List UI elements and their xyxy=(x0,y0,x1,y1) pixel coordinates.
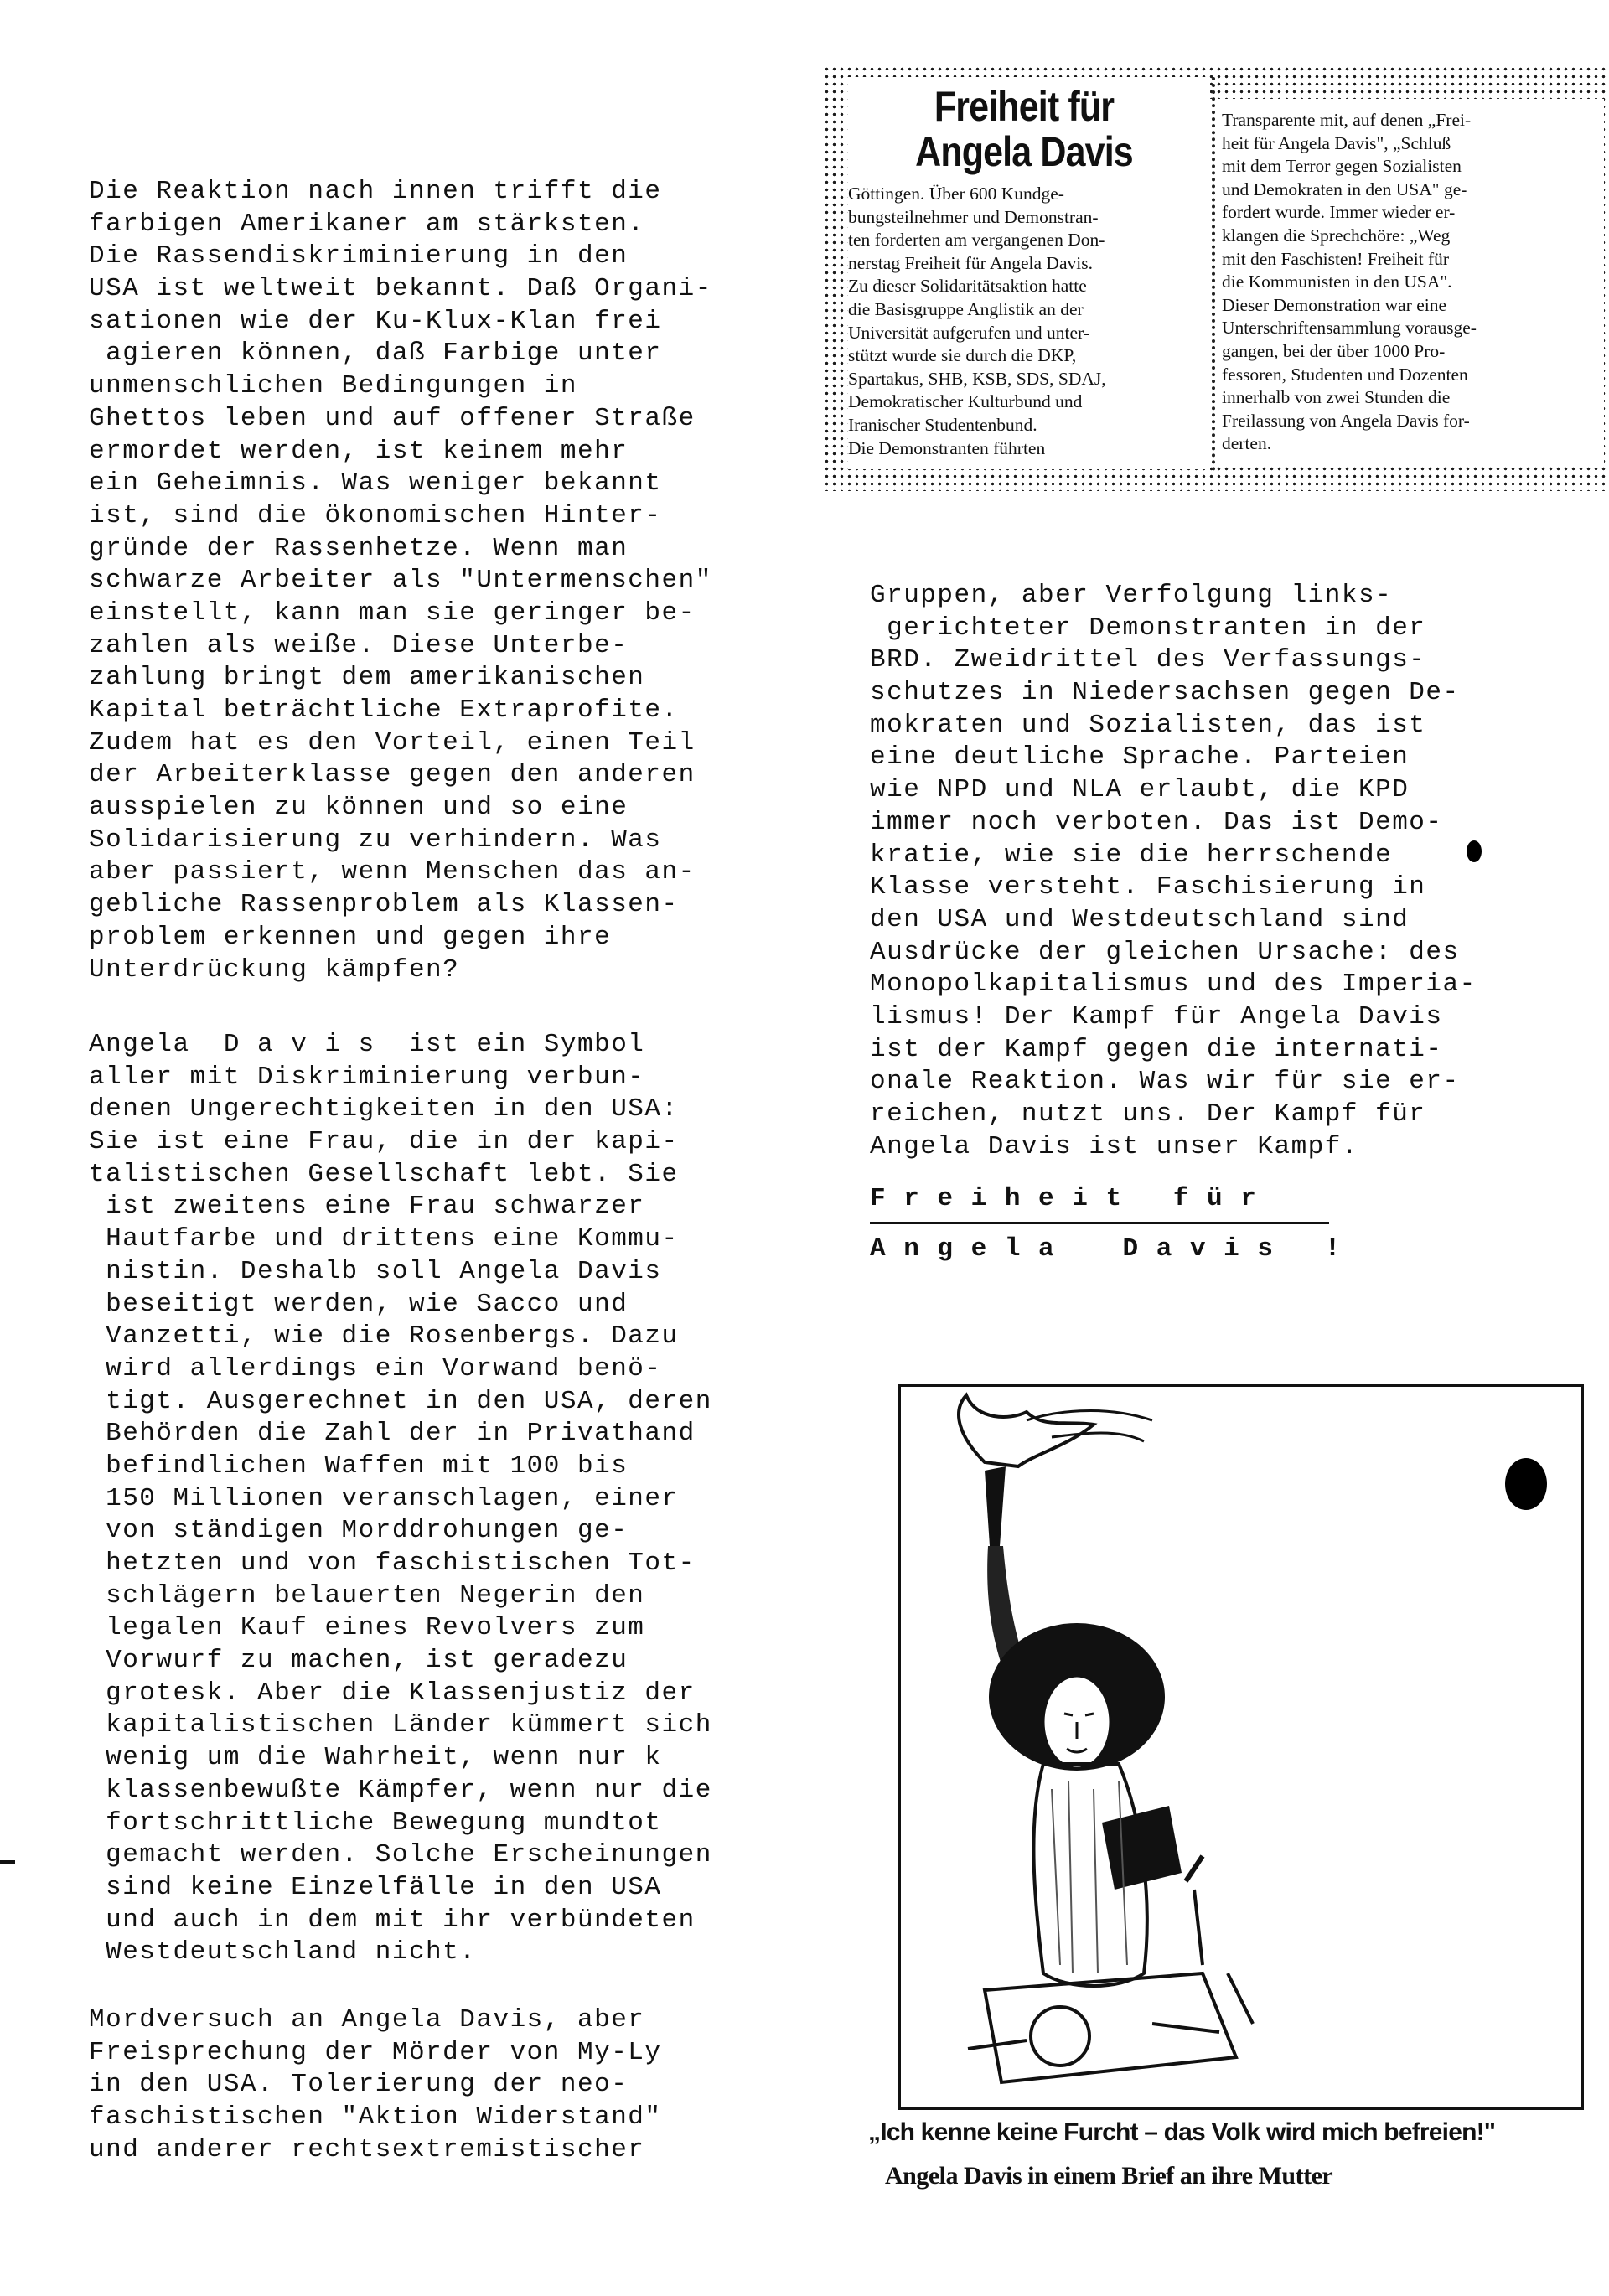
clipping-column-1-line: nerstag Freiheit für Angela Davis. xyxy=(848,252,1093,273)
left-paragraph-1-line: Ghettos leben und auf offener Straße xyxy=(89,403,696,433)
left-paragraph-1-line: ermordet werden, ist keinem mehr xyxy=(89,436,629,466)
left-paragraph-2-line: tigt. Ausgerechnet in den USA, deren xyxy=(89,1386,712,1416)
left-paragraph-1-line: zahlung bringt dem amerikanischen xyxy=(89,663,645,693)
left-paragraph-2-line: befindlichen Waffen mit 100 bis xyxy=(89,1451,629,1481)
right-paragraph-line: den USA und Westdeutschland sind xyxy=(870,904,1410,934)
illustration-caption-quote: „Ich kenne keine Furcht – das Volk wird mich befreien!" xyxy=(868,2118,1496,2146)
left-paragraph-2-line: grotesk. Aber die Klassenjustiz der xyxy=(89,1678,696,1708)
punch-hole xyxy=(1505,1458,1547,1510)
left-paragraph-2-line: Vanzetti, wie die Rosenbergs. Dazu xyxy=(89,1321,679,1352)
left-paragraph-3 xyxy=(89,2004,662,2166)
left-paragraph-2-line: wird allerdings ein Vorwand benö- xyxy=(89,1353,662,1383)
clipping-column-2-line: innerhalb von zwei Stunden die xyxy=(1222,387,1451,408)
left-paragraph-1-line: der Arbeiterklasse gegen den anderen xyxy=(89,760,696,790)
left-paragraph-1-line: ist, sind die ökonomischen Hinter- xyxy=(89,500,662,530)
left-paragraph-1-line: Solidarisierung zu verhindern. Was xyxy=(89,825,662,855)
right-paragraph-line: lismus! Der Kampf für Angela Davis xyxy=(870,1001,1443,1032)
left-paragraph-2-line: denen Ungerechtigkeiten in den USA: xyxy=(89,1094,679,1125)
right-paragraph-line: eine deutliche Sprache. Parteien xyxy=(870,742,1410,773)
left-paragraph-1-line: problem erkennen und gegen ihre xyxy=(89,922,612,952)
clipping-column-2-line: klangen die Sprechchöre: „Weg xyxy=(1222,225,1451,246)
clipping-column-2-line: gangen, bei der über 1000 Pro- xyxy=(1222,340,1446,361)
right-paragraph-line: wie NPD und NLA erlaubt, die KPD xyxy=(870,775,1410,805)
left-paragraph-2-line: Angela D a v i s ist ein Symbol xyxy=(89,1030,645,1059)
left-paragraph-1-line: unmenschlichen Bedingungen in xyxy=(89,371,577,401)
left-paragraph-1-line: Die Rassendiskriminierung in den xyxy=(89,241,629,271)
left-paragraph-2-line: von ständigen Morddrohungen ge- xyxy=(89,1516,629,1546)
newspaper-clipping xyxy=(823,65,1609,491)
clipping-column-2-line: mit dem Terror gegen Sozialisten xyxy=(1222,156,1462,177)
left-paragraph-2 xyxy=(89,1029,712,1969)
left-paragraph-2-line: nistin. Deshalb soll Angela Davis xyxy=(89,1256,662,1286)
clipping-column-1 xyxy=(848,183,1106,460)
left-paragraph-1-line: aber passiert, wenn Menschen das an- xyxy=(89,857,696,887)
left-paragraph-1-line: agieren können, daß Farbige unter xyxy=(89,339,662,369)
slogan-divider xyxy=(870,1222,1329,1224)
clipping-column-2-line: Transparente mit, auf denen „Frei- xyxy=(1222,110,1472,130)
slogan-line-2: A n g e l a D a v i s ! xyxy=(870,1234,1342,1264)
clipping-column-1-line: bungsteilnehmer und Demonstran- xyxy=(848,206,1099,227)
right-paragraph-line: reichen, nutzt uns. Der Kampf für xyxy=(870,1099,1426,1129)
left-paragraph-1-line: einstellt, kann man sie geringer be- xyxy=(89,597,696,628)
clipping-column-2-line: Dieser Demonstration war eine xyxy=(1222,294,1447,315)
left-paragraph-1-line: Kapital beträchtliche Extraprofite. xyxy=(89,696,679,725)
clipping-column-1-line: stützt wurde sie durch die DKP, xyxy=(848,345,1077,366)
right-paragraph-line: kratie, wie sie die herrschende xyxy=(870,840,1393,870)
left-paragraph-1-line: farbigen Amerikaner am stärksten. xyxy=(89,209,645,239)
left-paragraph-2-line: Westdeutschland nicht. xyxy=(89,1937,477,1968)
left-paragraph-2-line: talistischen Gesellschaft lebt. Sie xyxy=(89,1159,679,1189)
clipping-column-2-line: und Demokraten in den USA" ge- xyxy=(1222,178,1467,199)
clipping-column-1-line: Universität aufgerufen und unter- xyxy=(848,322,1089,343)
clipping-column-1-line: Spartakus, SHB, KSB, SDS, SDAJ, xyxy=(848,368,1106,389)
left-paragraph-1-line: Unterdrückung kämpfen? xyxy=(89,954,460,985)
right-paragraph-line: Angela Davis ist unser Kampf. xyxy=(870,1131,1358,1161)
left-paragraph-2-line: beseitigt werden, wie Sacco und xyxy=(89,1289,629,1319)
clipping-column-1-line: Zu dieser Solidaritätsaktion hatte xyxy=(848,276,1087,297)
left-paragraph-1-line: ausspielen zu können und so eine xyxy=(89,793,629,823)
right-paragraph-line: immer noch verboten. Das ist Demo- xyxy=(870,807,1443,837)
clipping-column-2-line: Freilassung von Angela Davis for- xyxy=(1222,410,1470,431)
left-paragraph-2-line: Behörden die Zahl der in Privathand xyxy=(89,1419,696,1449)
clipping-column-2-line: fordert wurde. Immer wieder er- xyxy=(1222,202,1456,223)
right-paragraph-line: schutzes in Niedersachsen gegen De- xyxy=(870,678,1460,708)
clipping-column-1-line: Göttingen. Über 600 Kundge- xyxy=(848,184,1064,204)
clipping-headline xyxy=(880,84,1168,174)
left-paragraph-2-line: klassenbewußte Kämpfer, wenn nur die xyxy=(89,1775,712,1805)
right-paragraph-line: onale Reaktion. Was wir für sie er- xyxy=(870,1067,1460,1097)
left-paragraph-3-line: faschistischen "Aktion Widerstand" xyxy=(89,2102,662,2133)
clipping-column-2-line: Unterschriftensammlung vorausge- xyxy=(1222,318,1477,339)
left-paragraph-2-line: hetzten und von faschistischen Tot- xyxy=(89,1549,696,1578)
left-paragraph-1 xyxy=(89,176,712,986)
headline-line-2: Angela Davis xyxy=(915,128,1133,175)
right-paragraph-line: Ausdrücke der gleichen Ursache: des xyxy=(870,937,1460,967)
left-paragraph-1-line: zahlen als weiße. Diese Unterbe- xyxy=(89,630,629,660)
clipping-column-2 xyxy=(1222,109,1477,456)
right-paragraph xyxy=(870,580,1477,1163)
left-paragraph-1-line: gründe der Rassenhetze. Wenn man xyxy=(89,533,629,563)
clipping-column-2-line: heit für Angela Davis", „Schluß xyxy=(1222,132,1451,153)
left-paragraph-3-line: und anderer rechtsextremistischer xyxy=(89,2134,645,2164)
margin-mark xyxy=(0,1860,15,1864)
left-paragraph-2-line: Vorwurf zu machen, ist geradezu xyxy=(89,1646,629,1676)
clipping-column-2-line: derten. xyxy=(1222,433,1272,454)
clipping-divider xyxy=(1212,77,1215,471)
clipping-column-1-line: Iranischer Studentenbund. xyxy=(848,414,1037,435)
clipping-column-2-line: fessoren, Studenten und Dozenten xyxy=(1222,364,1468,385)
left-paragraph-1-line: Zudem hat es den Vorteil, einen Teil xyxy=(89,727,696,758)
slogan-line-1: F r e i h e i t f ü r xyxy=(870,1184,1258,1213)
left-paragraph-2-line: kapitalistischen Länder kümmert sich xyxy=(89,1710,712,1740)
left-paragraph-2-line: legalen Kauf eines Revolvers zum xyxy=(89,1613,645,1643)
left-paragraph-2-line: aller mit Diskriminierung verbun- xyxy=(89,1062,645,1092)
illustration-caption-source: Angela Davis in einem Brief an ihre Mutter xyxy=(885,2162,1333,2190)
right-paragraph-line: gerichteter Demonstranten in der xyxy=(870,613,1426,643)
left-paragraph-3-line: Mordversuch an Angela Davis, aber xyxy=(89,2005,645,2035)
left-paragraph-1-line: Die Reaktion nach innen trifft die xyxy=(89,177,662,206)
left-paragraph-1-line: sationen wie der Ku-Klux-Klan frei xyxy=(89,306,662,336)
right-paragraph-line: ist der Kampf gegen die internati- xyxy=(870,1034,1443,1064)
left-paragraph-3-line: in den USA. Tolerierung der neo- xyxy=(89,2070,629,2100)
left-paragraph-2-line: fortschrittliche Bewegung mundtot xyxy=(89,1807,662,1838)
clipping-column-1-line: Demokratischer Kulturbund und xyxy=(848,391,1083,412)
right-paragraph-line: Gruppen, aber Verfolgung links- xyxy=(870,581,1393,610)
left-paragraph-2-line: gemacht werden. Solche Erscheinungen xyxy=(89,1840,712,1870)
left-paragraph-2-line: Sie ist eine Frau, die in der kapi- xyxy=(89,1127,679,1157)
left-paragraph-2-line: sind keine Einzelfälle in den USA xyxy=(89,1872,662,1902)
clipping-column-1-line: ten forderten am vergangenen Don- xyxy=(848,230,1105,251)
left-paragraph-1-line: ein Geheimnis. Was weniger bekannt xyxy=(89,468,662,499)
left-paragraph-2-line: und auch in dem mit ihr verbündeten xyxy=(89,1905,696,1935)
right-paragraph-line: Monopolkapitalismus und des Imperia- xyxy=(870,970,1477,1000)
clipping-column-1-line: die Basisgruppe Anglistik an der xyxy=(848,298,1084,319)
clipping-column-2-line: mit den Faschisten! Freiheit für xyxy=(1222,248,1450,269)
right-paragraph-line: mokraten und Sozialisten, das ist xyxy=(870,710,1426,740)
ink-blot xyxy=(1467,840,1482,862)
left-paragraph-1-line: USA ist weltweit bekannt. Daß Organi- xyxy=(89,274,712,304)
left-paragraph-2-line: Hautfarbe und drittens eine Kommu- xyxy=(89,1224,679,1254)
left-paragraph-2-line: schlägern belauerten Negerin den xyxy=(89,1580,645,1611)
left-paragraph-3-line: Freisprechung der Mörder von My-Ly xyxy=(89,2037,662,2067)
illustration-frame xyxy=(898,1384,1584,2110)
left-paragraph-2-line: ist zweitens eine Frau schwarzer xyxy=(89,1192,645,1222)
right-paragraph-line: BRD. Zweidrittel des Verfassungs- xyxy=(870,645,1426,675)
headline-line-1: Freiheit für xyxy=(934,83,1115,130)
left-paragraph-1-line: schwarze Arbeiter als "Untermenschen" xyxy=(89,566,712,596)
left-paragraph-2-line: 150 Millionen veranschlagen, einer xyxy=(89,1483,679,1513)
clipping-column-2-line: die Kommunisten in den USA". xyxy=(1222,271,1452,292)
left-paragraph-2-line: wenig um die Wahrheit, wenn nur k xyxy=(89,1743,662,1773)
left-paragraph-1-line: gebliche Rassenproblem als Klassen- xyxy=(89,890,679,920)
angela-davis-drawing xyxy=(901,1387,1581,2107)
clipping-column-1-line: Die Demonstranten führten xyxy=(848,437,1046,458)
right-paragraph-line: Klasse versteht. Faschisierung in xyxy=(870,872,1426,902)
